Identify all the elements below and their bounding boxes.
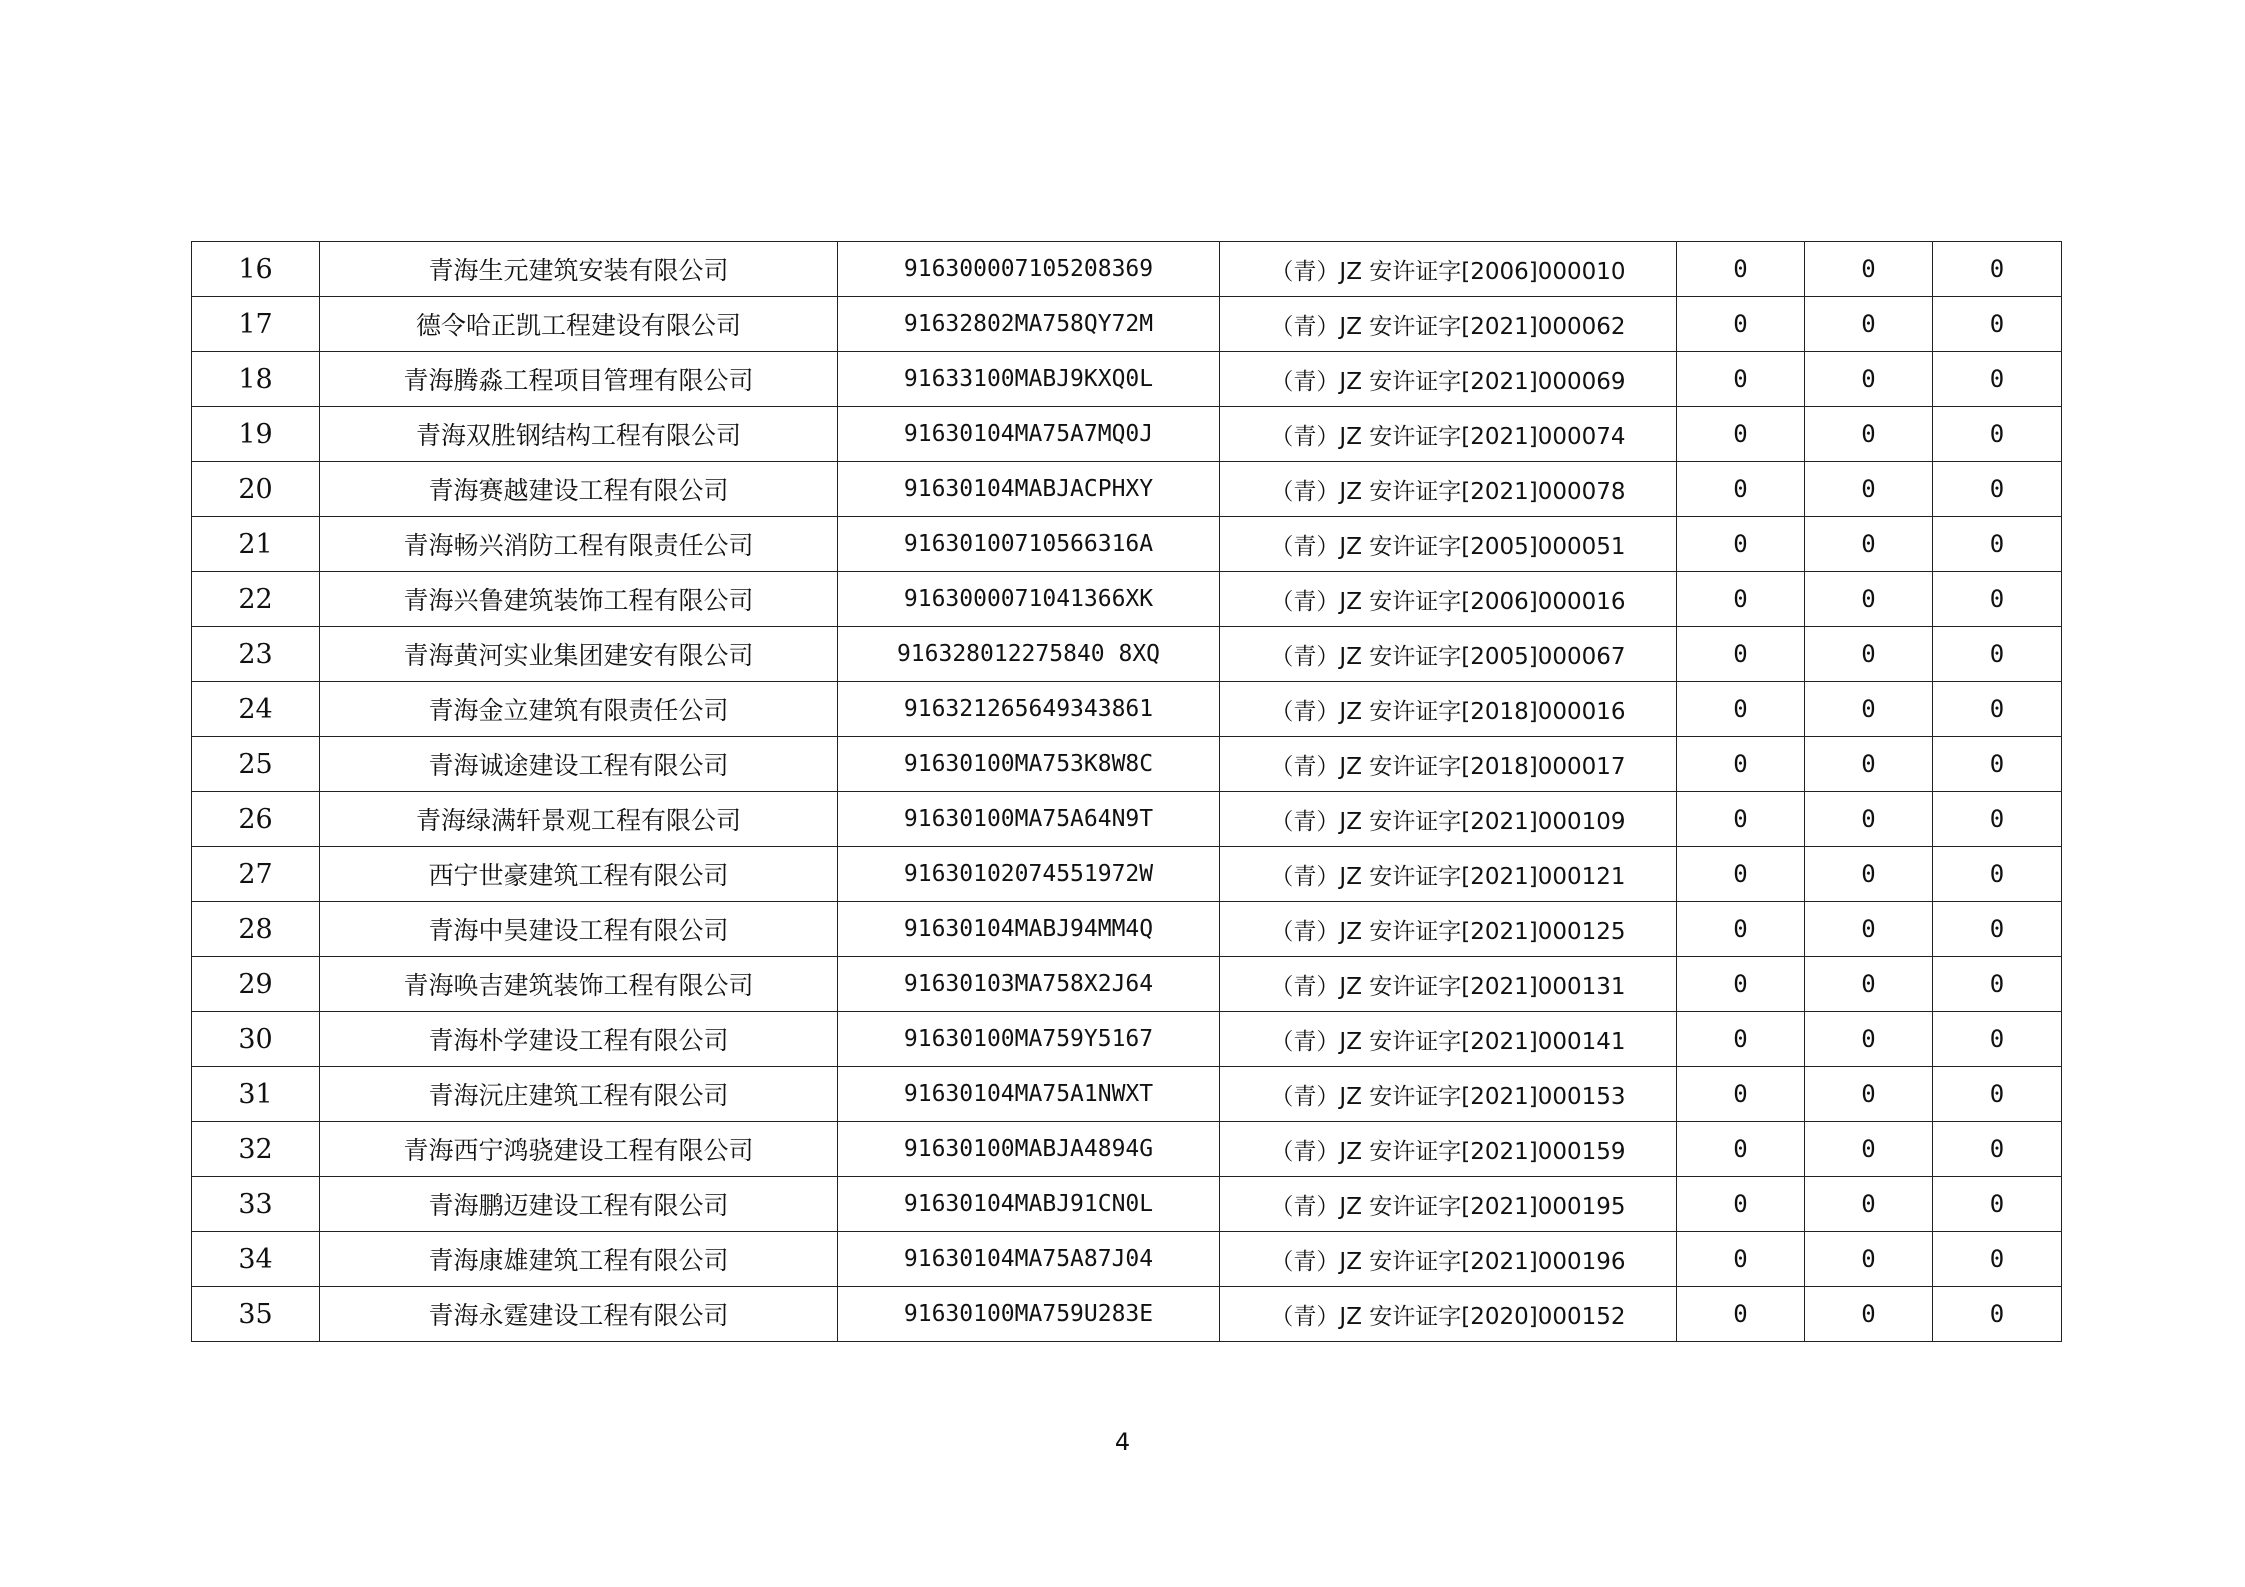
table-row — [192, 242, 2062, 297]
value-cell-2: 0 — [1805, 407, 1933, 462]
value-cell-2: 0 — [1805, 682, 1933, 737]
value-cell-2: 0 — [1805, 517, 1933, 572]
company-name-cell: 青海畅兴消防工程有限责任公司 — [320, 517, 838, 572]
value-cell-3: 0 — [1933, 1177, 2062, 1232]
license-number-cell: （青）JZ 安许证字[2021]000109 — [1220, 792, 1677, 847]
value-cell-2: 0 — [1805, 737, 1933, 792]
credit-code-cell: 9163000071041366XK — [838, 572, 1220, 627]
license-number-cell: （青）JZ 安许证字[2021]000125 — [1220, 902, 1677, 957]
license-number-cell: （青）JZ 安许证字[2005]000067 — [1220, 627, 1677, 682]
value-cell-3: 0 — [1933, 1122, 2062, 1177]
value-cell-1: 0 — [1677, 572, 1805, 627]
value-cell-2: 0 — [1805, 1287, 1933, 1342]
value-cell-1: 0 — [1677, 1177, 1805, 1232]
value-cell-1: 0 — [1677, 737, 1805, 792]
value-cell-3: 0 — [1933, 902, 2062, 957]
table-row — [192, 517, 2062, 572]
value-cell-2: 0 — [1805, 297, 1933, 352]
company-name-cell: 青海唤吉建筑装饰工程有限公司 — [320, 957, 838, 1012]
company-name-cell: 青海康雄建筑工程有限公司 — [320, 1232, 838, 1287]
table-row — [192, 737, 2062, 792]
company-name-cell: 青海永霆建设工程有限公司 — [320, 1287, 838, 1342]
value-cell-2: 0 — [1805, 1012, 1933, 1067]
value-cell-2: 0 — [1805, 627, 1933, 682]
value-cell-2: 0 — [1805, 1232, 1933, 1287]
value-cell-1: 0 — [1677, 902, 1805, 957]
value-cell-1: 0 — [1677, 1122, 1805, 1177]
company-name-cell: 青海中昊建设工程有限公司 — [320, 902, 838, 957]
row-number-cell: 25 — [192, 737, 320, 792]
credit-code-cell: 91630100MA75A64N9T — [838, 792, 1220, 847]
value-cell-3: 0 — [1933, 957, 2062, 1012]
table-row — [192, 297, 2062, 352]
credit-code-cell: 91630100710566316A — [838, 517, 1220, 572]
value-cell-1: 0 — [1677, 297, 1805, 352]
value-cell-1: 0 — [1677, 1232, 1805, 1287]
credit-code-cell: 91630104MA75A7MQ0J — [838, 407, 1220, 462]
value-cell-1: 0 — [1677, 847, 1805, 902]
value-cell-3: 0 — [1933, 682, 2062, 737]
table-row — [192, 352, 2062, 407]
credit-code-cell: 91630104MABJ94MM4Q — [838, 902, 1220, 957]
row-number-cell: 23 — [192, 627, 320, 682]
credit-code-cell: 916300007105208369 — [838, 242, 1220, 297]
credit-code-cell: 91630104MA75A1NWXT — [838, 1067, 1220, 1122]
license-number-cell: （青）JZ 安许证字[2006]000016 — [1220, 572, 1677, 627]
row-number-cell: 30 — [192, 1012, 320, 1067]
row-number-cell: 35 — [192, 1287, 320, 1342]
value-cell-3: 0 — [1933, 572, 2062, 627]
license-number-cell: （青）JZ 安许证字[2021]000153 — [1220, 1067, 1677, 1122]
credit-code-cell: 91630100MA753K8W8C — [838, 737, 1220, 792]
license-number-cell: （青）JZ 安许证字[2018]000016 — [1220, 682, 1677, 737]
value-cell-3: 0 — [1933, 242, 2062, 297]
value-cell-1: 0 — [1677, 352, 1805, 407]
value-cell-2: 0 — [1805, 352, 1933, 407]
value-cell-2: 0 — [1805, 1177, 1933, 1232]
table-row — [192, 1232, 2062, 1287]
value-cell-1: 0 — [1677, 792, 1805, 847]
credit-code-cell: 91630100MA759Y5167 — [838, 1012, 1220, 1067]
company-name-cell: 青海朴学建设工程有限公司 — [320, 1012, 838, 1067]
value-cell-1: 0 — [1677, 1012, 1805, 1067]
table-row — [192, 1287, 2062, 1342]
license-number-cell: （青）JZ 安许证字[2005]000051 — [1220, 517, 1677, 572]
value-cell-3: 0 — [1933, 737, 2062, 792]
value-cell-3: 0 — [1933, 352, 2062, 407]
table-row — [192, 462, 2062, 517]
credit-code-cell: 91630102074551972W — [838, 847, 1220, 902]
license-number-cell: （青）JZ 安许证字[2006]000010 — [1220, 242, 1677, 297]
row-number-cell: 18 — [192, 352, 320, 407]
credit-code-cell: 91630104MABJACPHXY — [838, 462, 1220, 517]
table-row — [192, 957, 2062, 1012]
value-cell-3: 0 — [1933, 1287, 2062, 1342]
table-row — [192, 847, 2062, 902]
value-cell-2: 0 — [1805, 462, 1933, 517]
company-name-cell: 青海鹏迈建设工程有限公司 — [320, 1177, 838, 1232]
value-cell-3: 0 — [1933, 627, 2062, 682]
credit-code-cell: 91630100MA759U283E — [838, 1287, 1220, 1342]
row-number-cell: 28 — [192, 902, 320, 957]
value-cell-1: 0 — [1677, 1067, 1805, 1122]
license-number-cell: （青）JZ 安许证字[2021]000159 — [1220, 1122, 1677, 1177]
license-number-cell: （青）JZ 安许证字[2021]000196 — [1220, 1232, 1677, 1287]
value-cell-2: 0 — [1805, 792, 1933, 847]
value-cell-1: 0 — [1677, 407, 1805, 462]
row-number-cell: 33 — [192, 1177, 320, 1232]
row-number-cell: 29 — [192, 957, 320, 1012]
credit-code-cell: 916321265649343861 — [838, 682, 1220, 737]
value-cell-2: 0 — [1805, 847, 1933, 902]
company-name-cell: 青海腾淼工程项目管理有限公司 — [320, 352, 838, 407]
row-number-cell: 22 — [192, 572, 320, 627]
value-cell-3: 0 — [1933, 1012, 2062, 1067]
value-cell-2: 0 — [1805, 957, 1933, 1012]
table-row — [192, 572, 2062, 627]
value-cell-2: 0 — [1805, 1067, 1933, 1122]
row-number-cell: 24 — [192, 682, 320, 737]
credit-code-cell: 91633100MABJ9KXQ0L — [838, 352, 1220, 407]
table-row — [192, 792, 2062, 847]
company-name-cell: 德令哈正凯工程建设有限公司 — [320, 297, 838, 352]
row-number-cell: 20 — [192, 462, 320, 517]
value-cell-1: 0 — [1677, 682, 1805, 737]
row-number-cell: 17 — [192, 297, 320, 352]
row-number-cell: 32 — [192, 1122, 320, 1177]
license-number-cell: （青）JZ 安许证字[2020]000152 — [1220, 1287, 1677, 1342]
table-row — [192, 902, 2062, 957]
row-number-cell: 27 — [192, 847, 320, 902]
value-cell-3: 0 — [1933, 407, 2062, 462]
company-name-cell: 青海黄河实业集团建安有限公司 — [320, 627, 838, 682]
company-name-cell: 青海兴鲁建筑装饰工程有限公司 — [320, 572, 838, 627]
value-cell-3: 0 — [1933, 462, 2062, 517]
table-row — [192, 1122, 2062, 1177]
value-cell-1: 0 — [1677, 462, 1805, 517]
company-name-cell: 青海生元建筑安装有限公司 — [320, 242, 838, 297]
license-number-cell: （青）JZ 安许证字[2018]000017 — [1220, 737, 1677, 792]
license-number-cell: （青）JZ 安许证字[2021]000074 — [1220, 407, 1677, 462]
credit-code-cell: 91632802MA758QY72M — [838, 297, 1220, 352]
company-name-cell: 青海西宁鸿骁建设工程有限公司 — [320, 1122, 838, 1177]
value-cell-1: 0 — [1677, 242, 1805, 297]
license-number-cell: （青）JZ 安许证字[2021]000078 — [1220, 462, 1677, 517]
table-row — [192, 682, 2062, 737]
table-body — [192, 242, 2062, 1342]
page-number: 4 — [1114, 1428, 1131, 1456]
value-cell-2: 0 — [1805, 242, 1933, 297]
credit-code-cell: 916328012275840 8XQ — [838, 627, 1220, 682]
row-number-cell: 19 — [192, 407, 320, 462]
value-cell-1: 0 — [1677, 517, 1805, 572]
value-cell-1: 0 — [1677, 957, 1805, 1012]
value-cell-2: 0 — [1805, 1122, 1933, 1177]
value-cell-3: 0 — [1933, 847, 2062, 902]
credit-code-cell: 91630104MABJ91CN0L — [838, 1177, 1220, 1232]
license-number-cell: （青）JZ 安许证字[2021]000069 — [1220, 352, 1677, 407]
company-name-cell: 青海诚途建设工程有限公司 — [320, 737, 838, 792]
value-cell-1: 0 — [1677, 627, 1805, 682]
value-cell-3: 0 — [1933, 1067, 2062, 1122]
row-number-cell: 21 — [192, 517, 320, 572]
value-cell-3: 0 — [1933, 792, 2062, 847]
company-name-cell: 青海双胜钢结构工程有限公司 — [320, 407, 838, 462]
value-cell-2: 0 — [1805, 902, 1933, 957]
value-cell-1: 0 — [1677, 1287, 1805, 1342]
license-number-cell: （青）JZ 安许证字[2021]000121 — [1220, 847, 1677, 902]
company-name-cell: 青海金立建筑有限责任公司 — [320, 682, 838, 737]
table-row — [192, 407, 2062, 462]
company-name-cell: 青海赛越建设工程有限公司 — [320, 462, 838, 517]
table-row — [192, 1012, 2062, 1067]
company-name-cell: 青海绿满轩景观工程有限公司 — [320, 792, 838, 847]
value-cell-3: 0 — [1933, 517, 2062, 572]
license-number-cell: （青）JZ 安许证字[2021]000062 — [1220, 297, 1677, 352]
company-name-cell: 西宁世豪建筑工程有限公司 — [320, 847, 838, 902]
license-number-cell: （青）JZ 安许证字[2021]000131 — [1220, 957, 1677, 1012]
value-cell-3: 0 — [1933, 297, 2062, 352]
table-row — [192, 1067, 2062, 1122]
value-cell-2: 0 — [1805, 572, 1933, 627]
row-number-cell: 34 — [192, 1232, 320, 1287]
row-number-cell: 26 — [192, 792, 320, 847]
credit-code-cell: 91630103MA758X2J64 — [838, 957, 1220, 1012]
credit-code-cell: 91630100MABJA4894G — [838, 1122, 1220, 1177]
row-number-cell: 16 — [192, 242, 320, 297]
value-cell-3: 0 — [1933, 1232, 2062, 1287]
row-number-cell: 31 — [192, 1067, 320, 1122]
company-table — [191, 241, 2062, 1342]
license-number-cell: （青）JZ 安许证字[2021]000141 — [1220, 1012, 1677, 1067]
company-name-cell: 青海沅庄建筑工程有限公司 — [320, 1067, 838, 1122]
credit-code-cell: 91630104MA75A87J04 — [838, 1232, 1220, 1287]
table-row — [192, 627, 2062, 682]
license-number-cell: （青）JZ 安许证字[2021]000195 — [1220, 1177, 1677, 1232]
table-row — [192, 1177, 2062, 1232]
